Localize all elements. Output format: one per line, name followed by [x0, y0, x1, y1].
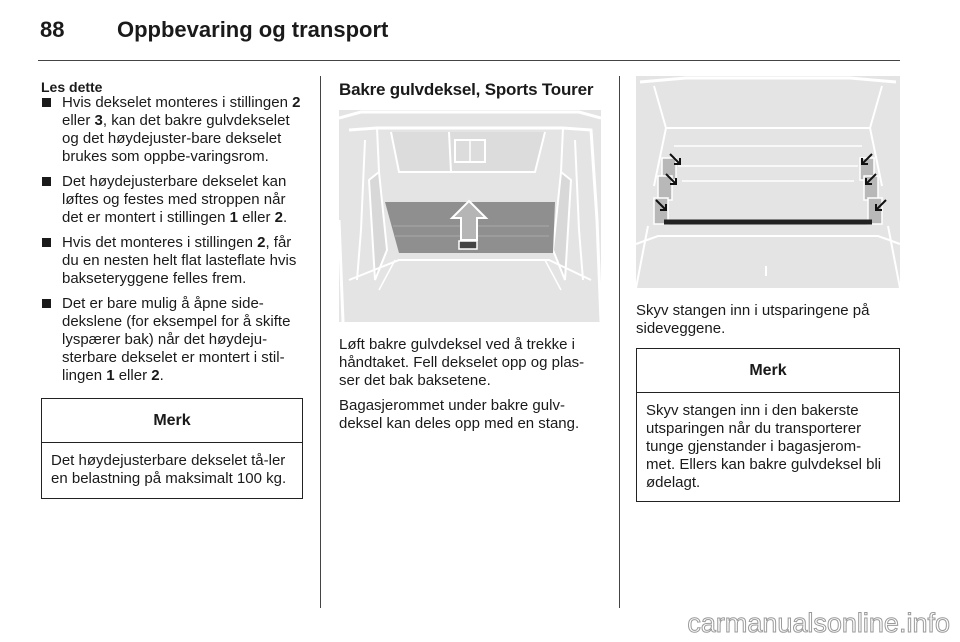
position-number: 2 — [274, 209, 283, 226]
bullet-item — [41, 234, 303, 288]
trunk-floor-cover-illustration — [339, 110, 601, 322]
bullet-text: eller — [114, 367, 152, 384]
note-text: Skyv stangen inn i den bakerste utsparingen når du transporterer tunge gjenstander i bagasjerom-met. Ellers kan bakre gulvdeksel bli ødelagt. — [646, 402, 882, 491]
bullet-text: Det høydejusterbare dekselet kan løftes og festes med stroppen når det er montert i stillingen — [62, 173, 287, 226]
watermark-text: carmanualsonline.info — [687, 608, 950, 638]
bullet-item — [41, 94, 303, 166]
bullet-text: , får du en nesten helt flat lasteflate hvis bakseteryggene felles frem. — [62, 234, 297, 287]
body-paragraph: Løft bakre gulvdeksel ved å trekke i håndtaket. Fell dekselet opp og plas-ser det bak baksetene. — [339, 336, 585, 389]
section-heading: Bakre gulvdeksel, Sports Tourer — [339, 80, 594, 99]
bullet-item — [41, 295, 303, 385]
readme-label: Les dette — [41, 79, 103, 95]
column-divider — [320, 76, 321, 608]
note-box — [41, 398, 303, 499]
column-middle — [339, 80, 601, 440]
column-right — [636, 76, 900, 502]
watermark — [620, 602, 960, 642]
bullet-text: . — [159, 367, 164, 384]
note-title: Merk — [42, 399, 302, 443]
bullet-text: Hvis dekselet monteres i stillingen — [62, 94, 293, 111]
bullet-list — [41, 94, 303, 385]
bullet-text: Hvis det monteres i stillingen — [62, 234, 258, 251]
note-box — [636, 348, 900, 502]
body-paragraph: Bagasjerommet under bakre gulv-deksel kan deles opp med en stang. — [339, 397, 580, 432]
figure-caption: Skyv stangen inn i utsparingene på sideveggene. — [636, 302, 870, 337]
position-number: 2 — [292, 94, 301, 111]
bullet-text: . — [282, 209, 288, 226]
note-title: Merk — [637, 349, 899, 393]
position-number: 1 — [229, 209, 238, 226]
page-header-title: Oppbevaring og transport — [117, 17, 389, 42]
trunk-rod-illustration — [636, 76, 900, 288]
bullet-text: eller — [237, 209, 275, 226]
position-number: 2 — [257, 234, 266, 251]
column-divider — [619, 76, 620, 608]
page-number: 88 — [40, 17, 65, 42]
column-left — [41, 80, 303, 499]
bullet-text: , kan det bakre gulvdekselet og det høydejuster-bare dekselet brukes som oppbe-varingsrom. — [62, 112, 290, 165]
bullet-item — [41, 173, 303, 227]
header-rule — [38, 60, 900, 61]
bullet-text: Det er bare mulig å åpne side-dekslene (for eksempel for å skifte lyspærer bak) når det høydeju-sterbare dekselet er montert i stil-lingen — [62, 295, 291, 384]
position-number: 1 — [106, 367, 115, 384]
bullet-text: eller — [62, 112, 95, 129]
position-number: 3 — [94, 112, 103, 129]
position-number: 2 — [151, 367, 160, 384]
note-text: Det høydejusterbare dekselet tå-ler en belastning på maksimalt 100 kg. — [51, 452, 287, 487]
